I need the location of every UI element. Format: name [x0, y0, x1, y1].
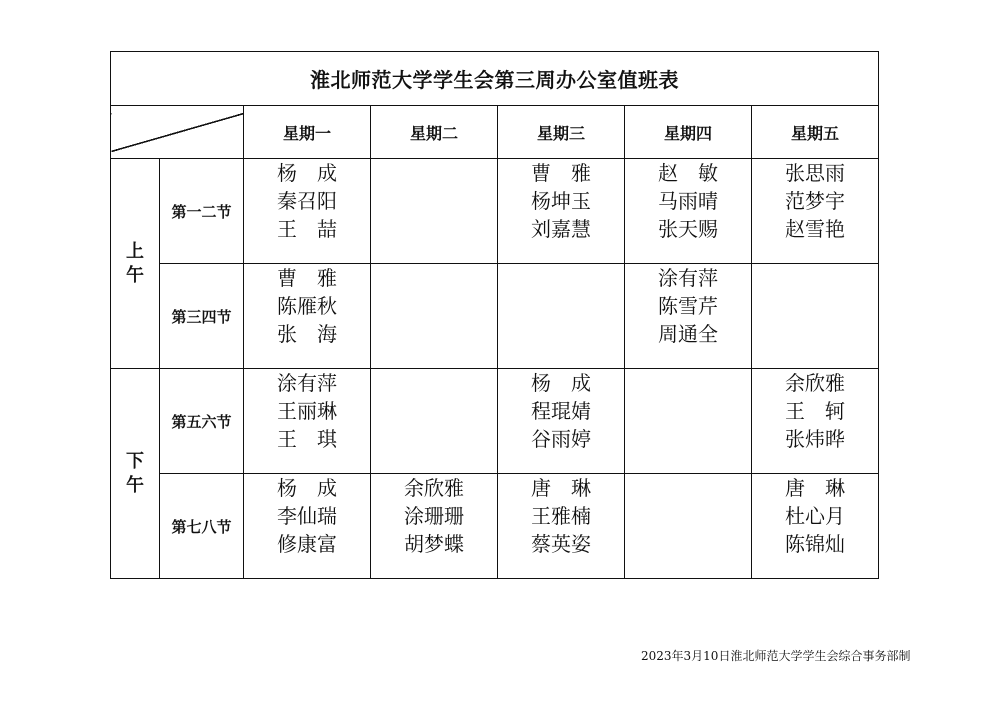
duty-person-name: 王 轲 [785, 399, 846, 423]
duty-person-name: 修康富 [277, 532, 337, 556]
duty-person-name: 杨坤玉 [531, 189, 591, 213]
period-label: 下 午 [111, 369, 160, 579]
duty-cell [498, 264, 625, 369]
duty-person-name: 周通全 [658, 322, 718, 346]
duty-schedule-table [110, 51, 879, 579]
duty-person-name: 张天赐 [658, 217, 718, 241]
duty-person-name: 杨 成 [277, 476, 337, 500]
duty-cell [244, 159, 371, 264]
duty-person-name: 张 海 [277, 322, 337, 346]
duty-cell [625, 369, 752, 474]
duty-person-name: 唐 琳 [785, 476, 846, 500]
duty-person-name: 程琨婧 [531, 399, 591, 423]
duty-person-name: 杜心月 [785, 504, 846, 528]
duty-cell [752, 159, 879, 264]
duty-cell [752, 264, 879, 369]
duty-person-name: 赵 敏 [658, 161, 718, 185]
duty-cell [371, 369, 498, 474]
duty-person-name: 马雨晴 [658, 189, 718, 213]
day-header-tue: 星期二 [371, 106, 498, 159]
duty-person-name: 涂珊珊 [404, 504, 464, 528]
duty-cell [625, 474, 752, 579]
duty-person-name: 涂有萍 [658, 266, 718, 290]
duty-cell [244, 474, 371, 579]
duty-person-name: 王雅楠 [531, 504, 591, 528]
duty-cell [371, 264, 498, 369]
duty-person-name: 赵雪艳 [785, 217, 846, 241]
day-header-fri: 星期五 [752, 106, 879, 159]
duty-cell [498, 159, 625, 264]
duty-person-name: 王 喆 [277, 217, 337, 241]
session-label: 第一二节 [160, 159, 244, 264]
duty-cell [498, 474, 625, 579]
period-label: 上 午 [111, 159, 160, 369]
session-label: 第三四节 [160, 264, 244, 369]
duty-person-name: 曹 雅 [277, 266, 337, 290]
day-header-wed: 星期三 [498, 106, 625, 159]
corner-diagonal-cell [111, 106, 244, 159]
schedule-row [111, 369, 879, 474]
duty-person-name: 唐 琳 [531, 476, 591, 500]
duty-cell [498, 369, 625, 474]
session-label: 第七八节 [160, 474, 244, 579]
duty-person-name: 涂有萍 [277, 371, 337, 395]
duty-person-name: 蔡英姿 [531, 532, 591, 556]
duty-person-name: 张炜晔 [785, 427, 846, 451]
duty-person-name: 王 琪 [277, 427, 337, 451]
duty-person-name: 杨 成 [277, 161, 337, 185]
duty-cell [371, 159, 498, 264]
duty-person-name: 范梦宇 [785, 189, 846, 213]
duty-cell [371, 474, 498, 579]
duty-cell [244, 264, 371, 369]
duty-person-name: 陈锦灿 [785, 532, 846, 556]
duty-cell [752, 474, 879, 579]
table-title: 淮北师范大学学生会第三周办公室值班表 [111, 52, 879, 106]
schedule-row [111, 264, 879, 369]
duty-cell [752, 369, 879, 474]
duty-cell [625, 159, 752, 264]
duty-person-name: 陈雪芹 [658, 294, 718, 318]
duty-person-name: 张思雨 [785, 161, 846, 185]
day-header-thu: 星期四 [625, 106, 752, 159]
duty-person-name: 陈雁秋 [277, 294, 337, 318]
duty-person-name: 余欣雅 [404, 476, 464, 500]
duty-person-name: 胡梦蝶 [404, 532, 464, 556]
duty-person-name: 曹 雅 [531, 161, 591, 185]
duty-person-name: 秦召阳 [277, 189, 337, 213]
duty-person-name: 谷雨婷 [531, 427, 591, 451]
duty-cell [244, 369, 371, 474]
day-header-mon: 星期一 [244, 106, 371, 159]
duty-person-name: 刘嘉慧 [531, 217, 591, 241]
schedule-row [111, 159, 879, 264]
duty-person-name: 余欣雅 [785, 371, 846, 395]
session-label: 第五六节 [160, 369, 244, 474]
duty-cell [625, 264, 752, 369]
duty-person-name: 王丽琳 [277, 399, 337, 423]
schedule-row [111, 474, 879, 579]
duty-person-name: 杨 成 [531, 371, 591, 395]
duty-person-name: 李仙瑞 [277, 504, 337, 528]
footer-note: 2023年3月10日淮北师范大学学生会综合事务部制 [641, 649, 911, 663]
